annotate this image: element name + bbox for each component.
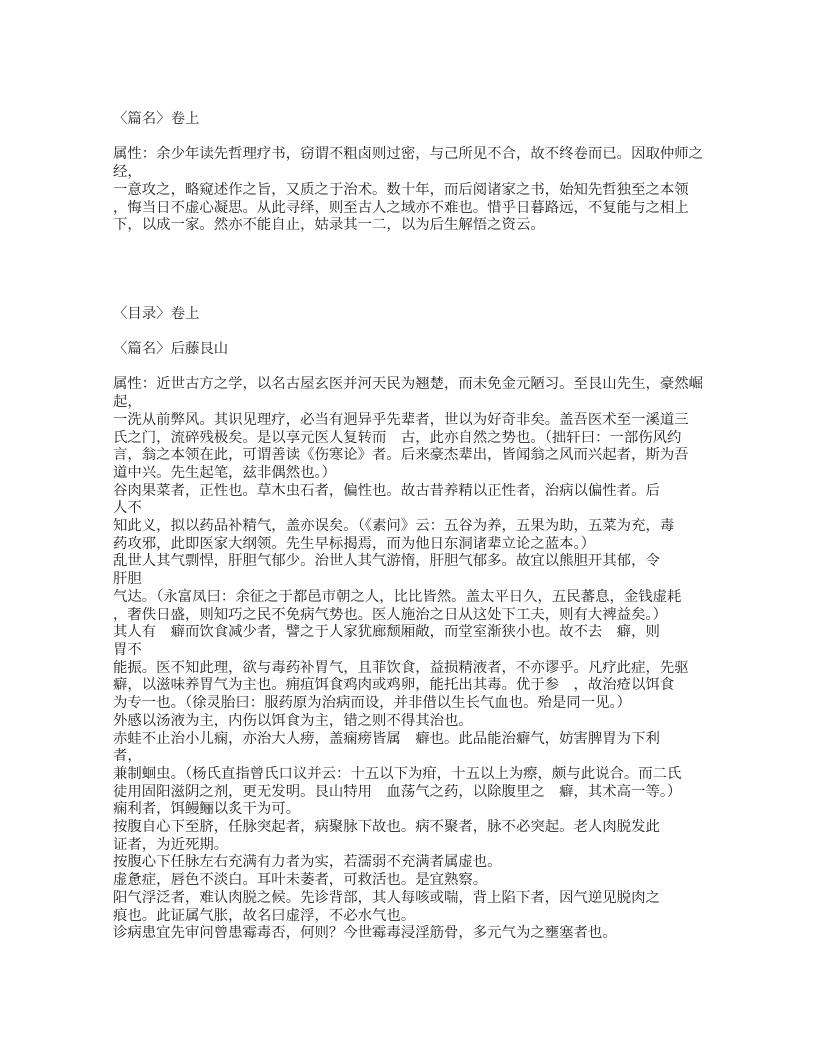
blank-line: [113, 235, 713, 253]
section2-toc-heading: 〈目录〉卷上: [113, 305, 200, 322]
section2-title-heading: 〈篇名〉后藤艮山: [113, 341, 229, 358]
text-line: 按腹心下任脉左右充满有力者为实，若濡弱不充满者属虚也。: [113, 854, 502, 871]
text-line: 乱世人其气剽悍，肝胆气郁少。治世人其气游惰，肝胆气郁多。故宜以熊胆开其郁，令: [113, 553, 660, 570]
text-line: 药攻邪，此即医家大纲领。先生早标揭焉，而为他日东洞诸辈立论之蓝本。）: [113, 535, 596, 552]
blank-line: [113, 359, 713, 377]
section1-title-heading: 〈篇名〉卷上: [113, 111, 200, 127]
text-line: 癖，以滋味养胃气为主也。痈疽饵食鸡肉或鸡卵，能托出其毒。优于参 ，故治疮以饵食: [113, 677, 675, 694]
text-line: 兼制蛔虫。（杨氏直指曾氏口议并云：十五以下为疳，十五以上为瘵，颇与此说合。而二氏: [113, 765, 682, 782]
blank-line: [113, 288, 713, 306]
text-line: 道中兴。先生起笔，兹非偶然也。）: [113, 464, 337, 481]
blank-line: [113, 323, 713, 341]
text-line: ，悔当日不虚心凝思。从此寻绎，则至古人之域亦不难也。惜乎日暮路远，不复能与之相上: [113, 199, 689, 216]
text-line: 起，: [113, 394, 142, 411]
blank-line: [113, 253, 713, 271]
text-line: 痕也。此证属气胀，故名曰虚浮，不必水气也。: [113, 907, 416, 924]
text-line: 其人有 癖而饮食减少者，譬之于人家犹廊颓厢敞，而堂室渐狭小也。故不去 癖，则: [113, 624, 660, 641]
text-line: 人不: [113, 500, 142, 517]
text-line: ，奢佚日盛，则知巧之民不免病气势也。医人施治之日从这处下工夫，则有大裨益矣。）: [113, 606, 668, 623]
text-line: 徒用固阳滋阴之剂，更无发明。艮山特用 血荡气之药，以除腹里之 癖，其术高一等。）: [113, 783, 682, 800]
text-line: 诊病患宜先审问曾患霉毒否，何则？今世霉毒浸淫筋骨，多元气为之壅塞者也。: [113, 925, 617, 942]
text-line: 痫利者，饵鳗鲡以炙干为可。: [113, 801, 301, 818]
text-line: 为专一也。（徐灵胎曰：服药原为治病而设，并非借以生长气血也。殆是同一见。）: [113, 695, 632, 712]
blank-line: [113, 270, 713, 288]
blank-line: [113, 129, 713, 147]
text-line: 阳气浮泛者，难认肉脱之候。先诊背部，其人每咳或喘，背上陷下者，因气逆见脱肉之: [113, 889, 660, 906]
text-line: 属性：余少年读先哲理疗书，窃谓不粗卤则过密，与己所见不合，故不终卷而已。因取仲师之: [113, 146, 704, 163]
text-line: 知此义，拟以药品补精气，盖亦误矣。（《素问》云：五谷为养，五果为助，五菜为充，毒: [113, 518, 675, 535]
text-line: 能振。医不知此理，欲与毒药补胃气，且菲饮食，益损精液者，不亦谬乎。凡疗此症，先驱: [113, 659, 689, 676]
text-line: 赤蛙不止治小儿痫，亦治大人痨，盖痫痨皆属 癖也。此品能治癖气，妨害脾胃为下利: [113, 730, 660, 747]
text-line: 胃不: [113, 641, 142, 658]
text-line: 外感以汤液为主，内伤以饵食为主，错之则不得其治也。: [113, 712, 473, 729]
text-line: 谷肉果菜者，正性也。草木虫石者，偏性也。故古昔养精以正性者，治病以偏性者。后: [113, 482, 660, 499]
text-content: [113, 111, 713, 943]
text-line: 虚惫症，唇色不淡白。耳叶未萎者，可救活也。是宜熟察。: [113, 872, 488, 889]
text-line: 下，以成一家。然亦不能自止，姑录其一二，以为后生解悟之资云。: [113, 217, 545, 234]
text-line: 气达。（永富凤曰：余征之于都邑市朝之人，比比皆然。盖太平日久，五民蕃息，金钱虚耗: [113, 588, 682, 605]
text-line: 经，: [113, 164, 142, 181]
text-line: 肝胆: [113, 571, 142, 588]
text-line: 者，: [113, 748, 142, 765]
text-line: 证者，为近死期。: [113, 836, 229, 853]
text-line: 一意攻之，略窥述作之旨，又质之于治术。数十年，而后阅诸家之书，始知先哲独至之本领: [113, 181, 689, 198]
text-line: 一洗从前弊风。其识见理疗，必当有迥异乎先辈者，世以为好奇非矣。盖吾医术至一溪道三: [113, 411, 689, 428]
text-line: 属性：近世古方之学，以名古屋玄医并河天民为翘楚，而未免金元陋习。至艮山先生，豪然崛: [113, 376, 704, 393]
text-line: 氏之门，流碎残极矣。是以享元医人复转而 古，此亦自然之势也。（拙轩曰：一部伤风约: [113, 429, 682, 446]
text-line: 言，翁之本领在此，可谓善读《伤寒论》者。后来豪杰辈出，皆闻翁之风而兴起者，斯为吾: [113, 447, 689, 464]
text-line: 按腹自心下至脐，任脉突起者，病聚脉下故也。病不聚者，脉不必突起。老人肉脱发此: [113, 819, 660, 836]
